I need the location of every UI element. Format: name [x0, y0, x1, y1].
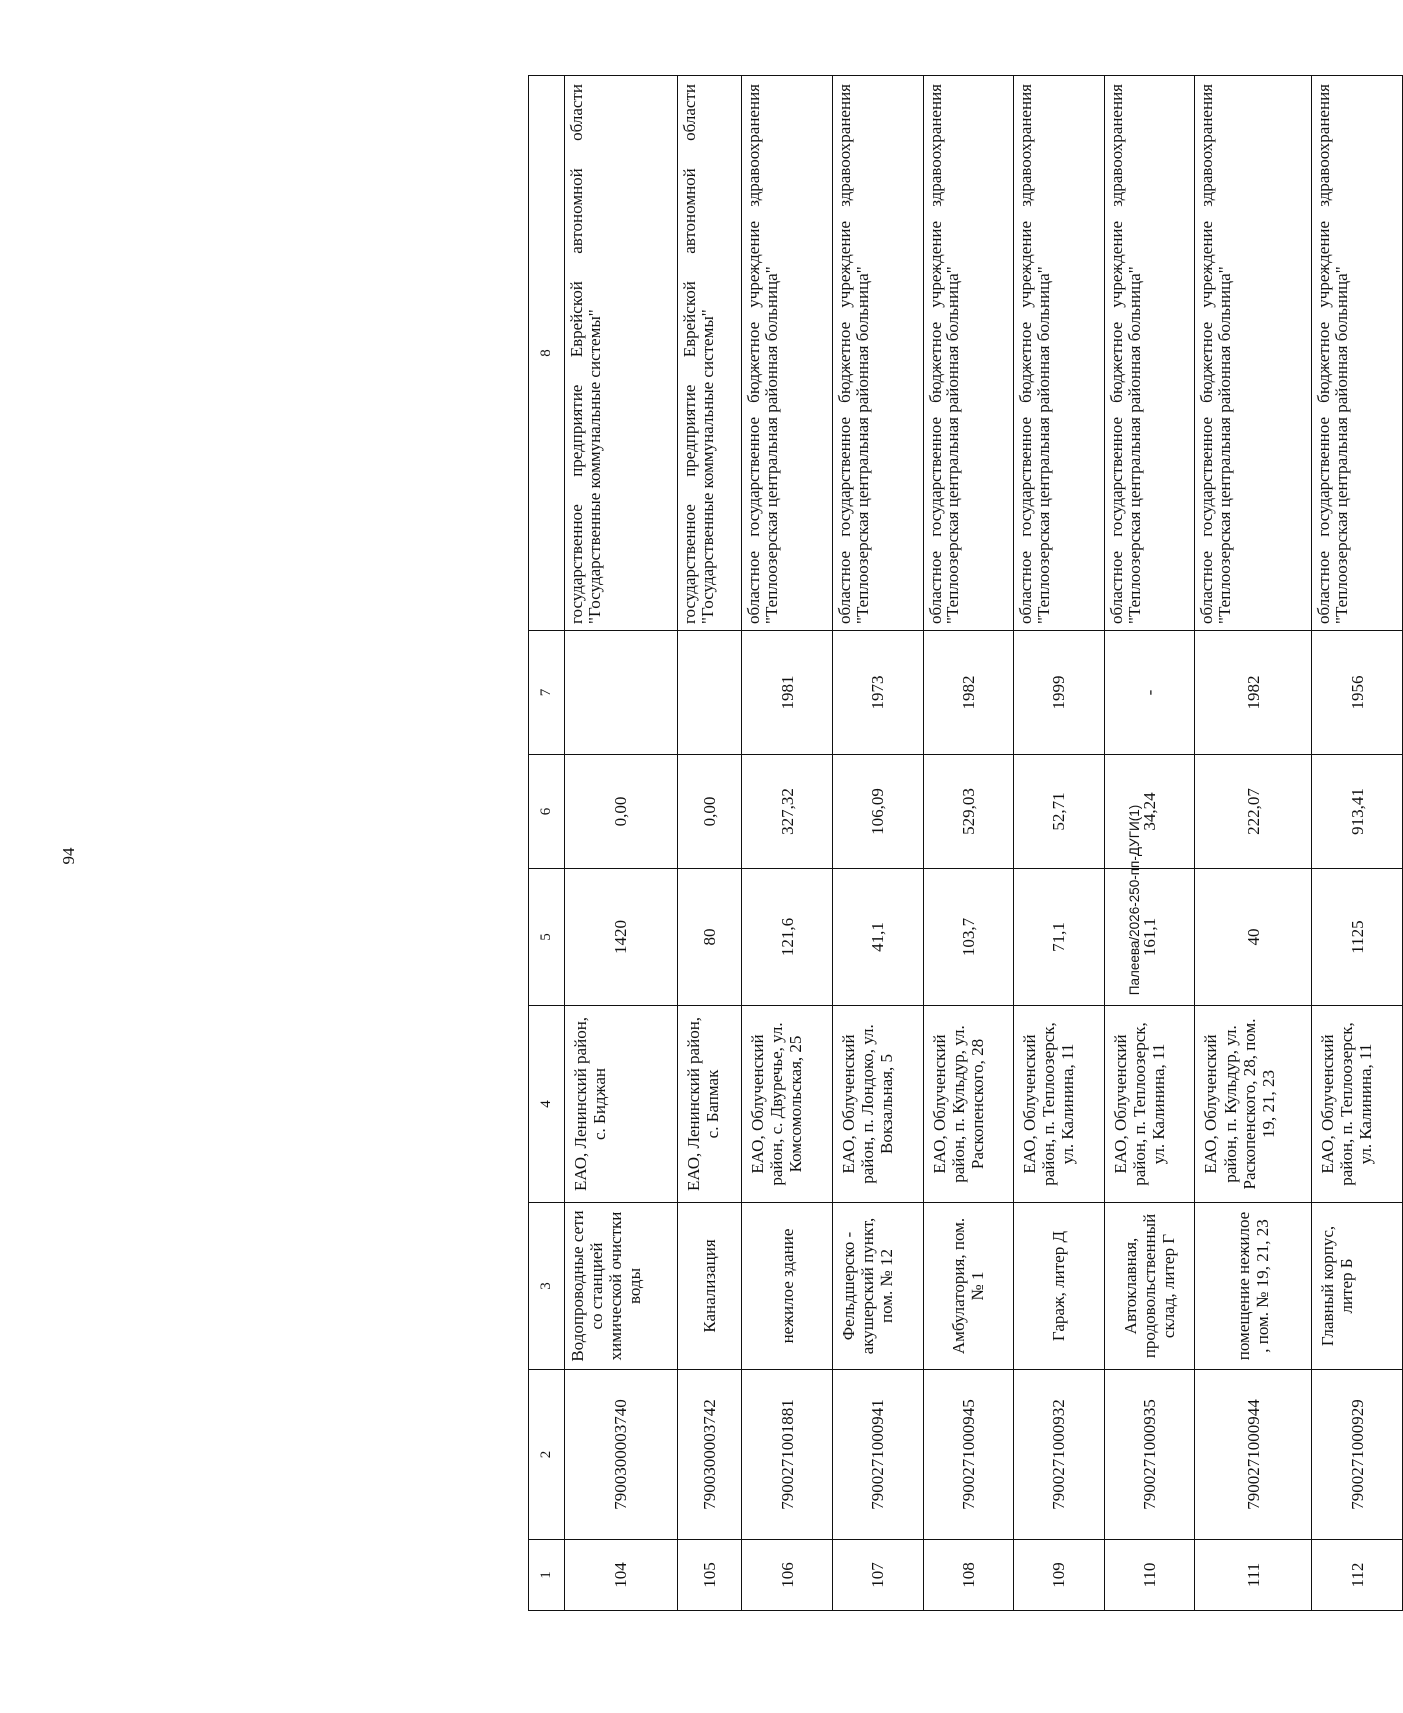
object-cost: 34,24 [1104, 755, 1195, 869]
object-holder: областное государственное бюджетное учреждение здравоохранения "Теплоозерская центральная районная больница" [1194, 76, 1311, 631]
object-holder: государственное предприятие Еврейской автономной области "Государственные коммунальные системы" [564, 76, 677, 631]
object-year [564, 631, 677, 755]
row-number: 106 [741, 1540, 832, 1611]
object-address: ЕАО, Ленинский район, с. Бапмак [677, 1006, 742, 1203]
column-header: 8 [528, 76, 564, 631]
object-year: 1973 [832, 631, 923, 755]
object-holder: областное государственное бюджетное учреждение здравоохранения "Теплоозерская центральная районная больница" [1013, 76, 1104, 631]
cadastral-number: 7900271000944 [1194, 1370, 1311, 1540]
column-header: 3 [528, 1203, 564, 1370]
row-number: 107 [832, 1540, 923, 1611]
object-area: 40 [1194, 869, 1311, 1006]
object-cost: 106,09 [832, 755, 923, 869]
column-header: 7 [528, 631, 564, 755]
object-name: Гараж, литер Д [1013, 1203, 1104, 1370]
cadastral-number: 7900300003740 [564, 1370, 677, 1540]
object-year: 1981 [741, 631, 832, 755]
object-name: помещение нежилое , пом. № 19, 21, 23 [1194, 1203, 1311, 1370]
table-row [741, 76, 832, 1611]
column-header: 2 [528, 1370, 564, 1540]
table-row [1013, 76, 1104, 1611]
table-row [677, 76, 742, 1611]
object-area: 103,7 [923, 869, 1014, 1006]
object-address: ЕАО, Облученский район, п. Теплоозерск, ул. Калинина, 11 [1311, 1006, 1402, 1203]
object-area: 1420 [564, 869, 677, 1006]
object-address: ЕАО, Облученский район, п. Теплоозерск, ул. Калинина, 11 [1013, 1006, 1104, 1203]
row-number: 108 [923, 1540, 1014, 1611]
cadastral-number: 7900300003742 [677, 1370, 742, 1540]
object-cost: 0,00 [677, 755, 742, 869]
table-header-row [528, 76, 564, 1611]
row-number: 109 [1013, 1540, 1104, 1611]
row-number: 112 [1311, 1540, 1402, 1611]
object-address: ЕАО, Облученский район, п. Кульдур, ул. Раскопенского, 28 [923, 1006, 1014, 1203]
object-holder: областное государственное бюджетное учреждение здравоохранения "Теплоозерская центральная районная больница" [1311, 76, 1402, 631]
table-row [832, 76, 923, 1611]
table-row [1311, 76, 1402, 1611]
table-row [1194, 76, 1311, 1611]
table-row [564, 76, 677, 1611]
object-holder: государственное предприятие Еврейской автономной области "Государственные коммунальные системы" [677, 76, 742, 631]
object-area: 80 [677, 869, 742, 1006]
object-area: 41,1 [832, 869, 923, 1006]
row-number: 110 [1104, 1540, 1195, 1611]
object-area: 71,1 [1013, 869, 1104, 1006]
table-row [923, 76, 1014, 1611]
object-holder: областное государственное бюджетное учреждение здравоохранения "Теплоозерская центральная районная больница" [832, 76, 923, 631]
object-year: 1982 [1194, 631, 1311, 755]
object-address: ЕАО, Ленинский район, с. Биджан [564, 1006, 677, 1203]
cadastral-number: 7900271000929 [1311, 1370, 1402, 1540]
object-name: Амбулатория, пом. № 1 [923, 1203, 1014, 1370]
cadastral-number: 7900271000941 [832, 1370, 923, 1540]
object-year: 1956 [1311, 631, 1402, 755]
object-name: нежилое здание [741, 1203, 832, 1370]
column-header: 5 [528, 869, 564, 1006]
object-name: Главный корпус, литер Б [1311, 1203, 1402, 1370]
object-name: Фельдшерско - акушерский пункт, пом. № 12 [832, 1203, 923, 1370]
cadastral-number: 7900271000935 [1104, 1370, 1195, 1540]
cadastral-number: 7900271000945 [923, 1370, 1014, 1540]
object-holder: областное государственное бюджетное учреждение здравоохранения "Теплоозерская центральная районная больница" [741, 76, 832, 631]
object-cost: 327,32 [741, 755, 832, 869]
object-area: 161,1 [1104, 869, 1195, 1006]
object-cost: 529,03 [923, 755, 1014, 869]
object-address: ЕАО, Облученский район, с. Двуречье, ул. Комсомольская, 25 [741, 1006, 832, 1203]
column-header: 4 [528, 1006, 564, 1203]
object-cost: 0,00 [564, 755, 677, 869]
row-number: 111 [1194, 1540, 1311, 1611]
column-header: 1 [528, 1540, 564, 1611]
object-area: 1125 [1311, 869, 1402, 1006]
object-address: ЕАО, Облученский район, п. Лондоко, ул. Вокзальная, 5 [832, 1006, 923, 1203]
object-year: 1982 [923, 631, 1014, 755]
object-cost: 913,41 [1311, 755, 1402, 869]
object-holder: областное государственное бюджетное учреждение здравоохранения "Теплоозерская центральная районная больница" [923, 76, 1014, 631]
object-cost: 222,07 [1194, 755, 1311, 869]
object-name: Канализация [677, 1203, 742, 1370]
table-row [1104, 76, 1195, 1611]
object-name: Автоклавная, продовольственный склад, литер Г [1104, 1203, 1195, 1370]
page-number: 94 [59, 847, 78, 865]
registry-table-container [528, 76, 1403, 1611]
property-registry-table [528, 75, 1403, 1611]
object-address: ЕАО, Облученский район, п. Теплоозерск, ул. Калинина, 11 [1104, 1006, 1195, 1203]
cadastral-number: 7900271001881 [741, 1370, 832, 1540]
object-cost: 52,71 [1013, 755, 1104, 869]
row-number: 105 [677, 1540, 742, 1611]
object-address: ЕАО, Облученский район, п. Кульдур, ул. Раскопенского, 28, пом. 19, 21, 23 [1194, 1006, 1311, 1203]
object-name: Водопроводные сети со станцией химической очистки воды [564, 1203, 677, 1370]
row-number: 104 [564, 1540, 677, 1611]
object-year: 1999 [1013, 631, 1104, 755]
object-year [677, 631, 742, 755]
column-header: 6 [528, 755, 564, 869]
cadastral-number: 7900271000932 [1013, 1370, 1104, 1540]
object-holder: областное государственное бюджетное учреждение здравоохранения "Теплоозерская центральная районная больница" [1104, 76, 1195, 631]
document-code: Палеева/2026-250-пп-ДУГИ(1) [1127, 804, 1142, 996]
object-area: 121,6 [741, 869, 832, 1006]
object-year: - [1104, 631, 1195, 755]
